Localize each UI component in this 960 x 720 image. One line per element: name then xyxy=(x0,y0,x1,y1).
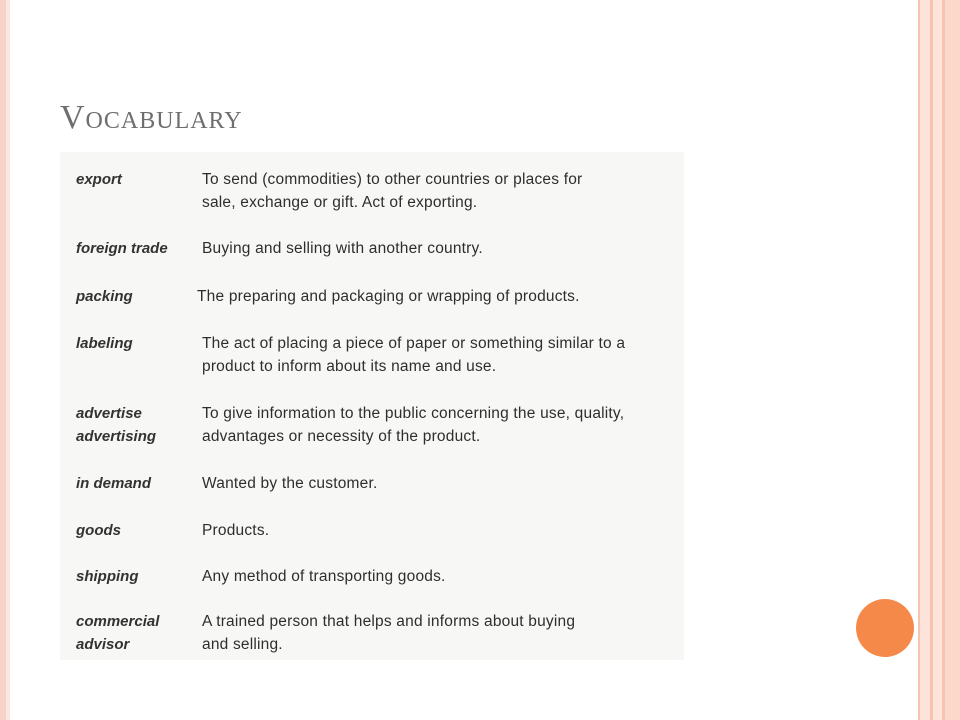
slide-left-border xyxy=(0,0,10,720)
vocab-term: packing xyxy=(76,288,133,305)
vocab-definition: To give information to the public concerning the use, quality, advantages or necessity of the product. xyxy=(202,405,625,445)
vocab-definition: To send (commodities) to other countries or places for sale, exchange or gift. Act of exporting. xyxy=(202,171,583,211)
vocab-term: foreign trade xyxy=(76,240,168,257)
vocab-definition: Any method of transporting goods. xyxy=(202,568,446,585)
vocab-definition: The preparing and packaging or wrapping of products. xyxy=(197,288,580,305)
vocab-term: in demand xyxy=(76,475,152,492)
accent-dot xyxy=(856,599,914,657)
vocabulary-scan xyxy=(60,152,684,660)
vocab-term: shipping xyxy=(76,568,139,585)
vocab-definition: The act of placing a piece of paper or something similar to a product to inform about its name and use. xyxy=(202,335,626,375)
vocab-term: export xyxy=(76,171,122,188)
vocab-term: goods xyxy=(76,522,121,539)
vocab-term: labeling xyxy=(76,335,133,352)
vocab-definition: Wanted by the customer. xyxy=(202,475,378,492)
slide-title: Vocabulary xyxy=(60,99,243,136)
vocab-definition: Buying and selling with another country. xyxy=(202,240,483,257)
vocab-term: commercial advisor xyxy=(76,613,160,653)
vocab-definition: A trained person that helps and informs about buying and selling. xyxy=(202,613,576,653)
slide-right-border xyxy=(916,0,960,720)
vocab-term: advertise advertising xyxy=(76,405,157,445)
vocab-definition: Products. xyxy=(202,522,270,539)
